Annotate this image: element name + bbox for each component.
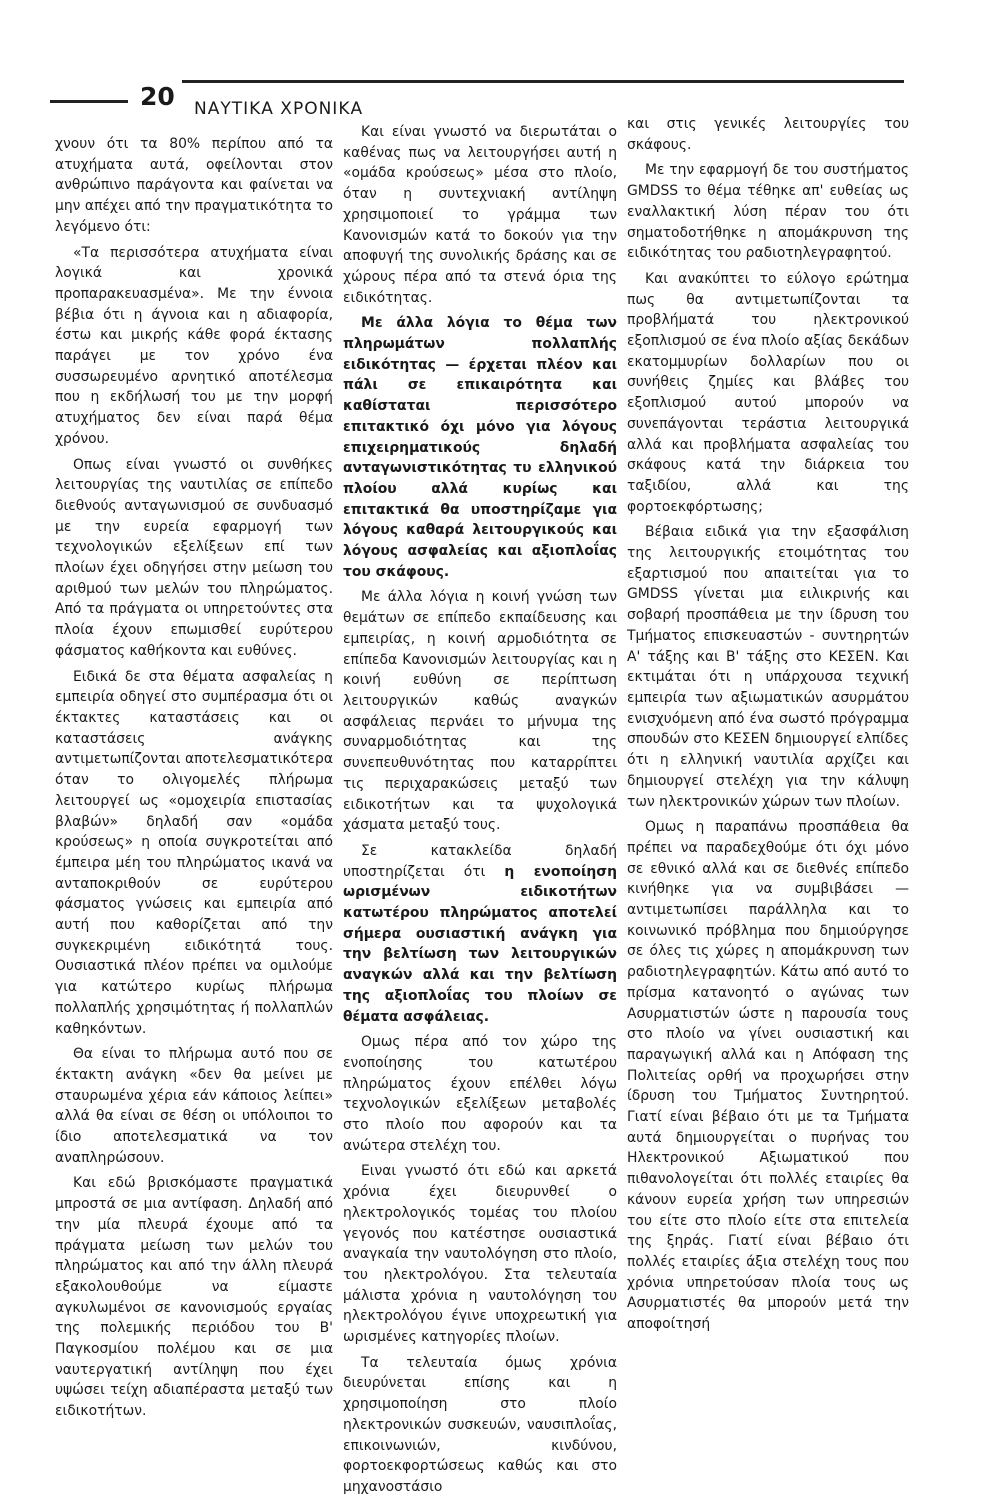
header-rule-left (50, 100, 128, 103)
publication-title: ΝΑΥΤΙΚΑ ΧΡΟΝΙΚΑ (194, 99, 364, 119)
article-column-2 (343, 122, 617, 1503)
paragraph: Ομως η παραπάνω προσπάθεια θα πρέπει να παραδεχθούμε ότι όχι μόνο σε εθνικό αλλά και σε διεθνές επίπεδο κινήθηκε για να συμβιβάσει — αντιμετωπίσει παράλληλα και το κοινωνικό πρόβλημα που δημιούργησε σε όλες τις χώρες η απομάκρυνση των ραδιοτηλεγραφητών. Κάτω από αυτό το πρίσμα κατανοητό ο αγώνας των Ασυρματιστών ώστε η παρουσία τους στο πλοίο να γίνει ουσιαστική και παραγωγική αλλά και η Απόφαση της Πολιτείας ορθή να προχωρήσει στην ίδρυση του Τμήματος Συντηρητού. Γιατί είναι βέβαιο ότι με τα Τμήματα αυτά δημιουργείται ο πυρήνας του Ηλεκτρονικού Αξιωματικού που πιθανολογείται ότι πολλές εταιρίες θα κάνουν ευρεία χρήση των υπηρεσιών του είτε στο πλοίο είτε στα επιτελεία της ξηράς. Γιατί είναι βέβαιο ότι πολλές εταιρίες άξια στελέχη τους που χρόνια υπηρετούσαν πλοία τους ως Ασυρματιστές θα μπορούν μετά την αποφοίτησή (627, 819, 909, 1333)
page-number: 20 (140, 82, 175, 111)
article-column-1 (55, 134, 333, 1427)
paragraph: Με την εφαρμογή δε του συστήματος GMDSS το θέμα τέθηκε απ' ευθείας ως εναλλακτική λύση πέραν του ότι σηματοδοτήθηκε η απομάκρυνση της ειδικότητας του ραδιοτηλεγραφητού. (627, 162, 909, 262)
paragraph: και στις γενικές λειτουργίες του σκάφους. (627, 116, 909, 153)
paragraph: Οπως είναι γνωστό οι συνθήκες λειτουργίας της ναυτιλίας σε επίπεδο διεθνούς ανταγωνισμού σε συνδυασμό με την ευρεία εφαρμογή των τεχνολογικών εξελίξεων επί των πλοίων έχει οδηγήσει στην μείωση του αριθμού των μελών του πληρώματος. Από τα πράγματα οι υπηρετούντες στα πλοία έχουν επωμισθεί ευρύτερου φάσματος καθήκοντα και ευθύνες. (55, 456, 333, 659)
header-rule-right (182, 80, 904, 83)
paragraph-text: Σε κατακλείδα δηλαδή υποστηρίζεται ότι (343, 842, 617, 880)
paragraph: «Τα περισσότερα ατυχήματα είναι λογικά και χρονικά προπαρακευασμένα». Με την έννοια βέβια ότι η άγνοια και η αδιαφορία, έστω και μικρής κάθε φορά έκτασης παράγει με τον χρόνο ένα συσσωρευμένο αρνητικό αποτέλεσμα που η εκδήλωσή του με την μορφή ατυχήματος δεν είναι παρά θέμα χρόνου. (55, 244, 333, 447)
paragraph: Βέβαια ειδικά για την εξασφάλιση της λειτουργικής ετοιμότητας του εξαρτισμού που απαιτείται για το GMDSS γίνεται μια ειλικρινής και σοβαρή προσπάθεια με την ίδρυση του Τμήματος επισκευαστών - συντηρητών Α' τάξης και Β' τάξης στο ΚΕΣΕΝ. Και εκτιμάται ότι η υπάρχουσα τεχνική εμπειρία των αξιωματικών ασυρμάτου ενισχυόμενη από ένα σωστό πρόγραμμα σπουδών στο ΚΕΣΕΝ δημιουργεί ελπίδες ότι η ελληνική ναυτιλία αρχίζει και δημιουργεί στελέχη για την κάλυψη των ηλεκτρονικών χώρων των πλοίων. (627, 524, 909, 810)
paragraph: Ειδικά δε στα θέματα ασφαλείας η εμπειρία οδηγεί στο συμπέρασμα ότι οι έκτακτες καταστάσεις και οι καταστάσεις ανάγκης αντιμετωπίζονται αποτελεσματικότερα όταν το ολιγομελές πλήρωμα λειτουργεί ως «ομοχειρία επιστασίας βλαβών» δηλαδή σαν «ομάδα κρούσεως» η οποία συγκροτείται από έμπειρα μέη του πληρώματος ικανά να ανταποκριθούν σε ευρύτερου φάσματος γνώσεις και εμπειρία από αυτή που καθορίζεται από την συγκεκριμένη ειδικότητά τους. Ουσιαστικά πλέον πρέπει να ομιλούμε για κατώτερο κυρίως πλήρωμα πολλαπλής χρησιμότητας ή πολλαπλών καθηκόντων. (55, 668, 333, 1037)
paragraph: Και είναι γνωστό να διερωτάται ο καθένας πως να λειτουργήσει αυτή η «ομάδα κρούσεως» μέσα στο πλοίο, όταν η συντεχνιακή αντίληψη χρησιμοποιεί το γράμμα των Κανονισμών κατά το δοκούν για την αποφυγή της συνολικής δράσης και σε χώρους πέρα από τα στενά όρια της ειδικότητας. (343, 124, 617, 306)
paragraph: Με άλλα λόγια το θέμα των πληρωμάτων πολλαπλής ειδικότητας — έρχεται πλέον και πάλι σε επικαιρότητα και καθίσταται περισσότερο επιτακτικό όχι μόνο για λόγους επιχειρηματικούς δηλαδή ανταγωνιστικότητας τυ ελληνικού πλοίου αλλά κυρίως και επιτακτικά θα υποστηρίζαμε για λόγους καθαρά λειτουργικούς και λόγους ασφαλείας και αξιοπλοΐας του σκάφους. (343, 315, 617, 580)
paragraph: Τα τελευταία όμως χρόνια διευρύνεται επίσης και η χρησιμοποίηση στο πλοίο ηλεκτρονικών συσκευών, ναυσιπλοΐας, επικοινωνιών, κινδύνου, φορτοεκφορτώσεως καθώς και στο μηχανοστάσιο (343, 1354, 617, 1495)
paragraph: χνουν ότι τα 80% περίπου από τα ατυχήματα αυτά, οφείλονται στον ανθρώπινο παράγοντα και φαίνεται να μην απέχει από την πραγματικότητα το λεγόμενο ότι: (55, 136, 333, 235)
paragraph: Ειναι γνωστό ότι εδώ και αρκετά χρόνια έχει διευρυνθεί ο ηλεκτρολογικός τομέας του πλοίου γεγονός που κατέστησε ουσιαστικά αναγκαία την ναυτολόγηση στο πλοίο, του ηλεκτρολόγου. Στα τελευταία μάλιστα χρόνια η ναυτολόγηση του ηλεκτρολόγου έγινε υποχρεωτική για ωρισμένες κατηγορίες πλοίων. (343, 1163, 617, 1346)
paragraph (343, 841, 617, 1027)
paragraph: Με άλλα λόγια η κοινή γνώση των θεμάτων σε επίπεδο εκπαίδευσης και εμπειρίας, η κοινή αρμοδιότητα σε επίπεδα Κανονισμών λειτουργίας και η κοινή ευθύνη σε περίπτωση λειτουργικών καθώς αναγκών ασφάλειας περνάει το μήνυμα της συναρμοδιότητας και της συνεπευθυνότητας που καταρρίπτει τις περιχαρακώσεις μεταξύ των ειδικοτήτων και τα ψυχολογικά χάσματα μεταξύ τους. (343, 589, 617, 834)
paragraph: Ομως πέρα από τον χώρο της ενοποίησης του κατωτέρου πληρώματος έχουν επέλθει λόγω τεχνολογικών εξελίξεων μεταβολές στο πλοίο που αφορούν και τα ανώτερα στελέχη του. (343, 1034, 617, 1154)
paragraph: Θα είναι το πλήρωμα αυτό που σε έκτακτη ανάγκη «δεν θα μείνει με σταυρωμένα χέρια εάν κάποιος λείπει» αλλά θα είναι σε θέση οι υπόλοιποι το ίδιο αποτελεσματικά να τον αναπληρώσουν. (55, 1046, 333, 1166)
paragraph: Και ανακύπτει το εύλογο ερώτημα πως θα αντιμετωπίζονται τα προβλήματά του ηλεκτρονικού εξοπλισμού σε ένα πλοίο αξίας δεκάδων εκατομμυρίων δολλαρίων που οι συνήθεις ζημίες και βλάβες του εξοπλισμού αυτού μπορούν να συνεπάγονται τεράστια λειτουργικά αλλά και προβλήματα ασφαλείας του σκάφους κατά την διάρκεια του ταξιδίου, αλλά και της φορτοεκφόρτωσης; (627, 270, 909, 515)
paragraph-emphasis: η ενοποίηση ωρισμένων ειδικοτήτων κατωτέρου πληρώματος αποτελεί σήμερα ουσιαστική ανάγκη για την βελτίωση των λειτουργικών αναγκών αλλά και την βελτίωση της αξιοπλοΐας του πλοίων σε θέματα ασφάλειας. (343, 863, 617, 1025)
paragraph: Και εδώ βρισκόμαστε πραγματικά μπροστά σε μια αντίφαση. Δηλαδή από την μία πλευρά έχουμε από τα πράγματα μείωση των μελών του πληρώματος και από την άλλη πλευρά εξακολουθούμε να είμαστε αγκυλωμένοι σε κανονισμούς εργαίας της πολεμικής περιόδου του Β' Παγκοσμίου πολέμου και σε μια ναυτεργατική αντίληψη που έχει υψώσει τείχη αδιαπέραστα μεταξύ των ειδικοτήτων. (55, 1175, 333, 1420)
article-column-3 (627, 114, 909, 1340)
